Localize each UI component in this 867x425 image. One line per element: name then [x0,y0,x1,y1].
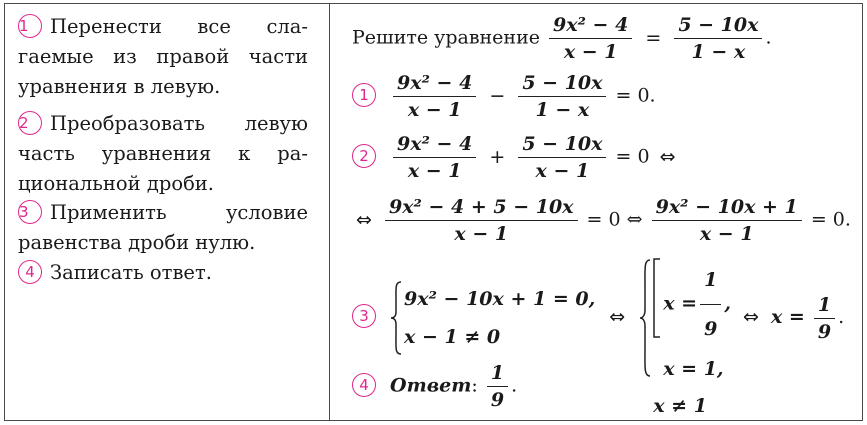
step-2-line-2: часть уравнения к ра- [18,142,308,165]
fraction: $\frac{1}{9}$ [814,294,835,343]
answer-label: Ответ [390,374,472,397]
fraction: $\frac{\text{9x² − 4}}{x - 1}$ [393,72,476,121]
step-number-badge: 2 [18,111,42,135]
curly-brace-icon [390,280,402,356]
step-number-badge: 3 [18,200,42,224]
step-1-equation: 1 $\frac{\text{9x² − 4}}{x - 1}$ − $\frac{5 - 10x}{1 - x}$ = 0. [352,72,656,121]
fraction: $\frac{1}{9}$ [700,258,721,351]
step-4-line-1: Записать ответ. [50,261,212,284]
step-4-answer: 4 Ответ: $\frac{1}{9}$ . [352,362,517,411]
equivalence-arrow-icon: ⇔ [356,208,372,231]
step-1-line-2: гаемые из правой части [18,45,308,68]
fraction: $\frac{5 - 10x}{1 - x}$ [674,14,762,63]
fraction: $\frac{\text{9x² − 4 + 5 − 10x}}{x - 1}$ [385,196,578,245]
step-number-badge: 1 [18,14,42,38]
square-bracket-icon [653,258,661,338]
task-label: Решите уравнение [352,26,540,49]
step-number-badge: 4 [18,260,42,284]
step-2-line-1: Преобразовать левую [50,112,308,135]
step-number-badge: 1 [352,83,376,107]
step-2-continuation: ⇔ $\frac{\text{9x² − 4 + 5 − 10x}}{x - 1}$ = 0 ⇔ $\frac{\text{9x² − 10x + 1}}{x - 1}$ = 0. [356,196,851,245]
fraction: $\frac{1}{9}$ [487,362,508,411]
fraction: $\frac{\text{9x² − 10x + 1}}{x - 1}$ [652,196,802,245]
step-4 [18,258,308,288]
step-1-line-1: Перенести все сла- [50,15,308,38]
fraction: $\frac{5 - 10x}{1 - x}$ [518,72,606,121]
equivalence-arrow-icon: ⇔ [609,306,626,328]
step-3-line-1: Применить условие [50,201,308,224]
equivalence-arrow-icon: ⇔ [659,145,676,168]
task-equation: Решите уравнение $\frac{\text{9x² − 4}}{x - 1}$ = $\frac{5 - 10x}{1 - x}$ . [352,14,772,63]
step-2-equation: 2 $\frac{\text{9x² − 4}}{x - 1}$ + $\frac{5 - 10x}{x - 1}$ = 0 ⇔ [352,133,680,182]
step-1-line-3: уравнения в левую. [18,75,221,98]
step-2 [18,109,308,199]
fraction: $\frac{\text{9x² − 4}}{x - 1}$ [393,133,476,182]
curly-brace-icon [639,258,651,378]
column-divider [329,3,330,421]
step-3-equation: 3 9x² − 10x + 1 = 0, x − 1 ≠ 0 ⇔ x = $\frac{1}{9}$ , x = 1, x ≠ 1 ⇔ x = $\frac{1}{9}$ . [352,258,844,378]
step-2-line-3: циональной дроби. [18,172,214,195]
fraction: $\frac{5 - 10x}{x - 1}$ [518,133,606,182]
step-3-line-2: равенства дроби нулю. [18,231,256,254]
fraction: $\frac{\text{9x² − 4}}{x - 1}$ [549,14,632,63]
combined-system: x = $\frac{1}{9}$ , x = 1, x ≠ 1 [639,258,731,378]
equivalence-arrow-icon: ⇔ [743,306,759,328]
system-of-equations: 9x² − 10x + 1 = 0, x − 1 ≠ 0 [390,280,595,356]
step-3 [18,198,308,258]
step-number-badge: 4 [352,373,376,397]
step-1 [18,12,308,102]
step-number-badge: 3 [352,304,376,328]
step-number-badge: 2 [352,144,376,168]
